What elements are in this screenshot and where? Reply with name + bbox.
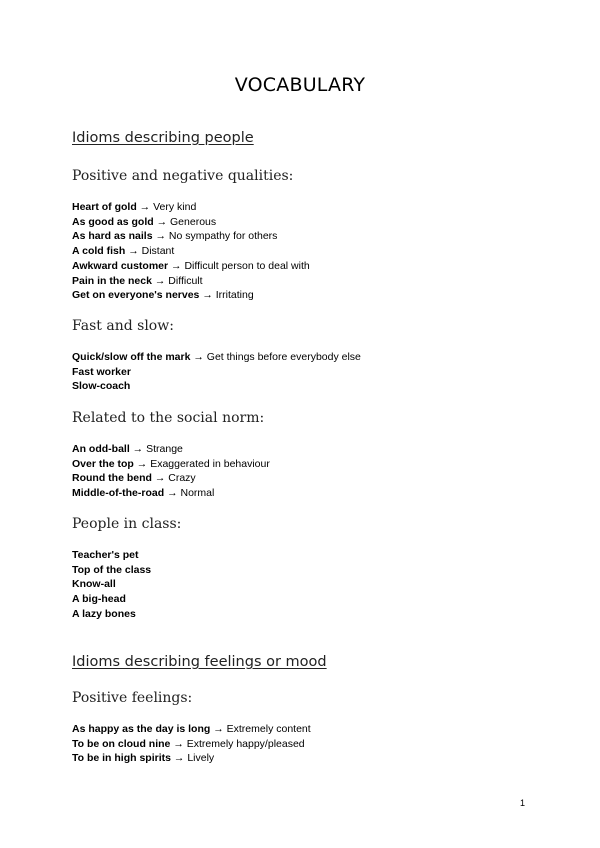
idiom-term: Top of the class — [72, 563, 152, 576]
idiom-meaning: Normal — [180, 487, 215, 500]
vocab-entry — [72, 486, 270, 501]
idiom-meaning: Extremely content — [226, 723, 311, 735]
subheading-positive-feelings: Positive feelings: — [72, 690, 193, 706]
arrow-icon: → — [128, 245, 139, 258]
idiom-term: Round the bend — [72, 472, 152, 485]
idiom-term: To be in high spirits — [72, 752, 171, 765]
vocab-entry — [72, 200, 310, 215]
vocab-entry — [72, 471, 270, 486]
subheading-people-in-class: People in class: — [72, 516, 182, 532]
idiom-term: Middle-of-the-road — [72, 487, 165, 500]
idiom-term: Quick/slow off the mark — [72, 351, 191, 363]
list-fast-slow — [72, 350, 361, 394]
vocab-entry — [72, 229, 310, 244]
idiom-meaning: Lively — [187, 752, 215, 765]
vocab-entry — [72, 577, 151, 592]
subheading-qualities: Positive and negative qualities: — [72, 168, 294, 184]
idiom-meaning: No sympathy for others — [168, 230, 278, 243]
arrow-icon: → — [154, 274, 166, 287]
page-number: 1 — [520, 798, 526, 808]
idiom-term: A lazy bones — [72, 607, 136, 620]
idiom-meaning: Distant — [141, 245, 175, 258]
vocab-entry — [72, 751, 311, 766]
idiom-term: Over the top — [72, 457, 134, 470]
vocab-entry — [72, 722, 311, 737]
vocab-entry — [72, 442, 270, 457]
vocab-entry — [72, 592, 151, 607]
arrow-icon: → — [173, 737, 184, 750]
section-heading-people: Idioms describing people — [72, 130, 254, 146]
idiom-meaning: Very kind — [153, 201, 197, 213]
arrow-icon: → — [173, 752, 185, 765]
vocab-entry — [72, 607, 151, 622]
idiom-meaning: Generous — [170, 215, 217, 228]
list-social-norm — [72, 442, 270, 501]
subheading-social-norm: Related to the social norm: — [72, 410, 265, 426]
vocab-entry — [72, 548, 151, 563]
vocab-entry — [72, 244, 310, 259]
subheading-fast-slow: Fast and slow: — [72, 318, 174, 334]
idiom-term: An odd-ball — [72, 443, 130, 455]
idiom-term: Teacher's pet — [72, 549, 139, 561]
vocab-entry — [72, 563, 151, 578]
vocab-entry — [72, 379, 361, 394]
arrow-icon: → — [154, 472, 166, 485]
idiom-term: Fast worker — [72, 365, 131, 378]
idiom-meaning: Strange — [146, 443, 183, 455]
idiom-term: Slow-coach — [72, 380, 131, 393]
list-qualities — [72, 200, 310, 303]
vocab-entry — [72, 288, 310, 303]
vocab-entry — [72, 457, 270, 472]
list-positive-feelings — [72, 722, 311, 766]
arrow-icon: → — [139, 201, 151, 213]
arrow-icon: → — [132, 443, 144, 455]
vocab-entry — [72, 737, 311, 752]
vocab-entry — [72, 215, 310, 230]
arrow-icon: → — [156, 215, 168, 228]
idiom-meaning: Exaggerated in behaviour — [150, 457, 270, 470]
idiom-meaning: Get things before everybody else — [206, 351, 361, 363]
idiom-meaning: Difficult person to deal with — [184, 259, 310, 272]
arrow-icon: → — [136, 457, 148, 470]
idiom-term: Pain in the neck — [72, 274, 152, 287]
idiom-term: Get on everyone's nerves — [72, 289, 200, 302]
idiom-term: As hard as nails — [72, 230, 153, 243]
vocab-entry — [72, 274, 310, 289]
arrow-icon: → — [202, 289, 213, 302]
idiom-meaning: Extremely happy/pleased — [186, 737, 305, 750]
arrow-icon: → — [171, 259, 182, 272]
vocab-entry — [72, 350, 361, 365]
arrow-icon: → — [155, 230, 166, 243]
arrow-icon: → — [213, 723, 224, 735]
arrow-icon: → — [193, 351, 204, 363]
section-heading-feelings: Idioms describing feelings or mood — [72, 654, 327, 670]
idiom-term: Awkward customer — [72, 259, 169, 272]
arrow-icon: → — [167, 487, 178, 500]
idiom-term: Know-all — [72, 578, 116, 591]
idiom-term: Heart of gold — [72, 201, 137, 213]
idiom-meaning: Difficult — [168, 274, 203, 287]
idiom-meaning: Irritating — [215, 289, 254, 302]
idiom-term: A cold fish — [72, 245, 126, 258]
idiom-term: A big-head — [72, 593, 126, 606]
idiom-term: As happy as the day is long — [72, 723, 211, 735]
idiom-term: As good as gold — [72, 215, 154, 228]
idiom-meaning: Crazy — [168, 472, 196, 485]
idiom-term: To be on cloud nine — [72, 737, 171, 750]
page-title: VOCABULARY — [234, 74, 366, 96]
vocab-entry — [72, 365, 361, 380]
vocab-entry — [72, 259, 310, 274]
list-people-in-class — [72, 548, 151, 622]
